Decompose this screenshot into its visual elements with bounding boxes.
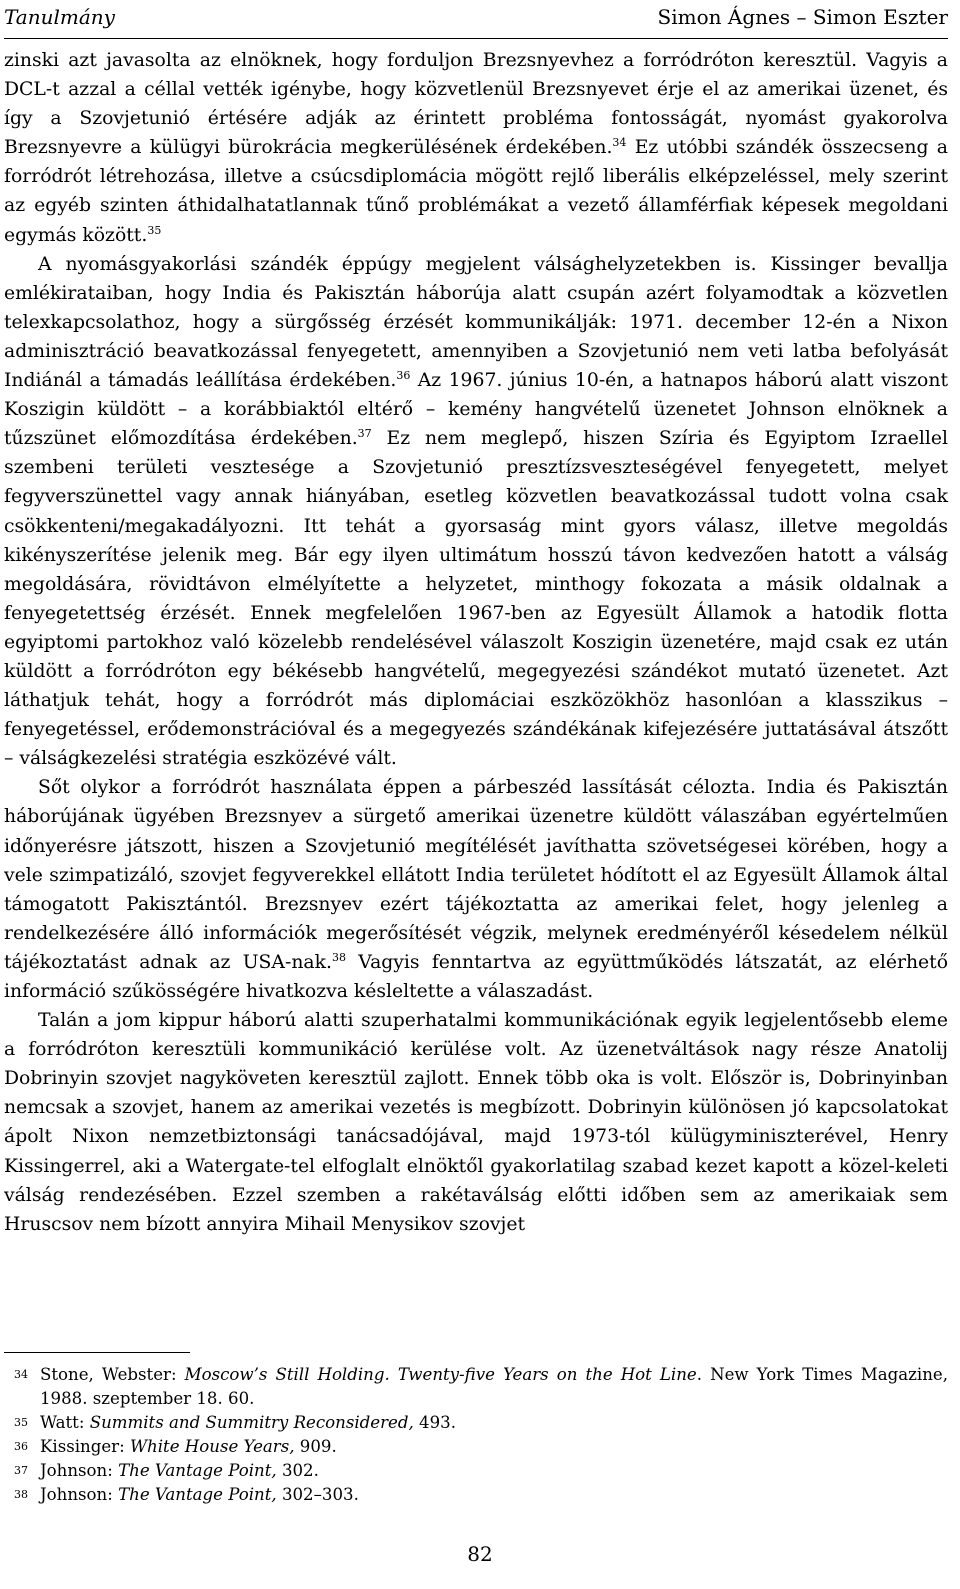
header-section-title: Tanulmány (4, 5, 115, 29)
footnote-text: 302–303. (276, 1485, 359, 1504)
page-number: 82 (467, 1542, 493, 1566)
running-header (4, 2, 948, 32)
footnote-title: The Vantage Point, (118, 1461, 277, 1480)
paragraph-text: Vagyis fenntartva az együttműködés látszatát, az elérhető információ szűkösségére hivatkozva késleltette a válaszadást. (4, 951, 949, 1002)
footnote-number: 34 (14, 1368, 28, 1381)
footnote-number: 37 (14, 1464, 28, 1477)
footnote-number: 35 (14, 1416, 28, 1429)
paragraph-text: Ez nem meglepő, hiszen Szíria és Egyiptom Izraellel szembeni területi vesztesége a Szovjetunió presztízsveszteségével fenyegetett, melyet fegyverszünettel vagy annak hiányában, esetleg közvetlen beavatkozással tudott volna csak csökkenteni/megakadályozni. Itt tehát a gyorsaság mint gyors válasz, illetve megoldás kikényszerítése jelenik meg. Bár egy ilyen ultimátum hosszú távon kedvezően hatott a válság megoldására, rövidtávon elmélyítette a helyzetet, minthogy fokozata a másik oldalnak a fenyegetettség érzését. Ennek megfelelően 1967-ben az Egyesült Államok a hatodik flotta egyiptomi partokhoz való közelebb rendelésével válaszolt Koszigin üzenetére, majd csak ez után küldött a forródróton egy békésebb hangvételű, megegyezési szándékot mutató üzenetet. Azt láthatjuk tehát, hogy a forródrót más diplomáciai eszközökhöz hasonlóan a klasszikus – fenyegetéssel, erődemonstrációval és a megegyezés szándékának kifejezésére juttatásával átszőtt – válságkezelési stratégia eszközévé vált. (4, 428, 949, 770)
footnote (4, 1483, 948, 1507)
footnote-text: Kissinger: (40, 1437, 130, 1456)
footnote-title: Summits and Summitry Reconsidered, (89, 1413, 414, 1432)
footnote-text: 909. (294, 1437, 337, 1456)
paragraph (4, 1006, 948, 1239)
paragraph-text: Talán a jom kippur háború alatti szuperhatalmi kommunikációnak egyik legjelentősebb eleme a forródróton keresztüli kommunikáció kerülése volt. Az üzenetváltások nagy része Anatolij Dobrinyin szovjet nagyköveten keresztül zajlott. Ennek több oka is volt. Először is, Dobrinyinban nemcsak a szovjet, hanem az amerikai vezetés is megbízott. Dobrinyin különösen jó kapcsolatokat ápolt Nixon nemzetbiztonsági tanácsadójával, majd 1973-tól külügyminiszterével, Henry Kissingerrel, aki a Watergate-tel elfoglalt elnöktől gyakorlatilag szabad kezet kapott a közel-keleti válság rendezésében. Ezzel szemben a rakétaválság előtti időben sem az amerikaiak sem Hruscsov nem bízott annyira Mihail Menysikov szovjet (4, 1010, 948, 1235)
footnote-text: Stone, Webster: (40, 1365, 185, 1384)
footnote-reference: 37 (357, 427, 372, 441)
footnote-text: 493. (413, 1413, 457, 1432)
paragraph-text: A nyomásgyakorlási szándék éppúgy megjelent válsághelyzetekben is. Kissinger bevallja emlékirataiban, hogy India és Pakisztán háborúja alatt csupán azért folyamodtak a közvetlen telexkapcsolathoz, hogy a sürgősség érzését kommunikálják: 1971. december 12-én a Nixon adminisztráció beavatkozással fenyegetett, amennyiben a Szovjetunió nem veti latba befolyását Indiánál a támadás leállítása érdekében. (4, 253, 948, 392)
footnote-text: 302. (276, 1461, 319, 1480)
header-divider (4, 38, 948, 39)
body-text (4, 46, 948, 1239)
header-authors: Simon Ágnes – Simon Eszter (657, 5, 948, 29)
footnote (4, 1459, 948, 1483)
paragraph-text: Sőt olykor a forródrót használata éppen a párbeszéd lassítását célozta. India és Pakisztán háborújának ügyében Brezsnyev a sürgető amerikai üzenetre küldött válaszában egyértelműen időnyerésre játszott, hiszen a Szovjetunió megítélését javíthatta szövetségesei körében, hogy a vele szimpatizáló, szovjet fegyverekkel ellátott India területet hódított el az Egyesült Államok által támogatott Pakisztántól. Brezsnyev ezért tájékoztatta az amerikai felet, hogy jelenleg a rendelkezésére álló információk megerősítését végzik, melynek eredményéről késedelem nélkül tájékoztatást adnak az USA-nak. (4, 777, 948, 973)
paragraph-text: Ez utóbbi szándék összecseng a forródrót létrehozása, illetve a csúcsdiplomácia mögött rejlő liberális elképzeléssel, mely szerint az egyéb szinten áthidalhatatlannak tűnő problémákat a vezető államférfiak képesek megoldani egymás között. (4, 137, 949, 246)
footnote (4, 1363, 948, 1411)
footnote-reference: 36 (396, 369, 411, 383)
footnote-reference: 38 (331, 950, 346, 964)
footnote-reference: 34 (612, 136, 627, 150)
footnotes (4, 1363, 948, 1507)
footnote-divider (4, 1352, 190, 1353)
paragraph (4, 773, 948, 1006)
footnote (4, 1435, 948, 1459)
footnote-number: 38 (14, 1488, 28, 1501)
footnote-text: Johnson: (40, 1461, 119, 1480)
footnote-text: Watt: (40, 1413, 90, 1432)
paragraph (4, 46, 948, 250)
paragraph-text: zinski azt javasolta az elnöknek, hogy forduljon Brezsnyevhez a forródróton keresztül. Vagyis a DCL-t azzal a céllal vették igénybe, hogy közvetlenül Brezsnyevet érje el az amerikai üzenet, és így a Szovjetunió értésére adják az érintett probléma fontosságát, nyomást gyakorolva Brezsnyevre a külügyi bürokrácia megkerülésének érdekében. (4, 50, 948, 159)
footnote-title: Moscow’s Still Holding. Twenty-five Years on the Hot Line (184, 1365, 697, 1384)
footnote-number: 36 (14, 1440, 28, 1453)
footnote-title: White House Years, (129, 1437, 295, 1456)
paragraph (4, 250, 948, 774)
footnote-text: Johnson: (40, 1485, 119, 1504)
footnote-title: The Vantage Point, (118, 1485, 277, 1504)
footnote (4, 1411, 948, 1435)
footnote-text: . New York Times Magazine, 1988. szeptember 18. 60. (40, 1365, 948, 1408)
paragraph-text: Az 1967. június 10-én, a hatnapos háború alatt viszont Koszigin küldött – a korábbiaktól eltérő – kemény hangvételű üzenetet Johnson elnöknek a tűzszünet előmozdítása érdekében. (4, 370, 948, 450)
footnote-reference: 35 (147, 223, 162, 237)
